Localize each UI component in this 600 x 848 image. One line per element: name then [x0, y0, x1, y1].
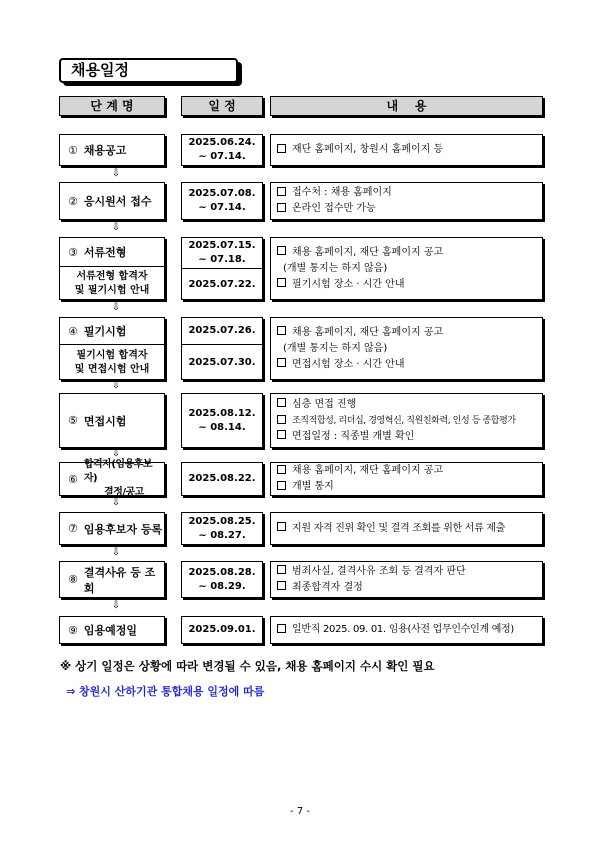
down-arrow-icon: ⇩ — [111, 222, 121, 233]
date-end: ~ 08.27. — [198, 529, 246, 541]
stage-cell — [59, 512, 165, 545]
stage-cell — [59, 393, 165, 448]
checkbox-bullet-icon — [277, 358, 286, 367]
content-item: 범죄사실, 결격사유 조회 등 결격자 판단 — [277, 564, 536, 580]
step-number: ⑥ — [68, 472, 78, 486]
page-title: 채용일정 — [59, 58, 238, 83]
date-cell — [181, 561, 263, 598]
date-start: 2025.06.24. — [188, 137, 256, 148]
content-item: 심층 면접 진행 — [277, 397, 536, 413]
content-item: 온라인 접수만 가능 — [277, 201, 536, 217]
content-item: 일반직 2025. 09. 01. 임용(사전 업무인수인계 예정) — [277, 622, 536, 638]
date-start: 2025.08.12. — [188, 407, 256, 419]
notice-text: ※ 상기 일정은 상황에 따라 변경될 수 있음, 채용 홈페이지 수시 확인 필요 — [60, 659, 435, 673]
stage-name-line2: 결정/공고 — [104, 487, 144, 498]
schedule-reference-link[interactable]: ⇒ 창원시 산하기관 통합채용 일정에 따름 — [66, 685, 265, 698]
date-cell — [181, 512, 263, 545]
content-cell — [270, 462, 543, 496]
down-arrow-icon: ⇩ — [111, 497, 121, 508]
content-note: (개별 통지는 하지 않음) — [283, 342, 388, 354]
down-arrow-icon: ⇩ — [111, 547, 121, 558]
content-item: 최종합격자 결정 — [277, 580, 536, 596]
step-number: ⑧ — [68, 573, 78, 586]
date-end: ~ 07.18. — [198, 254, 246, 265]
stage-name: 필기시험 — [83, 325, 127, 338]
content-cell — [270, 561, 543, 598]
stage-name: 응시원서 접수 — [83, 195, 152, 208]
stage-name: 서류전형 — [83, 246, 127, 259]
checkbox-bullet-icon — [277, 581, 286, 590]
content-item: 개별 통지 — [277, 479, 536, 495]
checkbox-bullet-icon — [277, 465, 286, 474]
content-cell — [270, 393, 543, 448]
date-start: 2025.07.08. — [188, 188, 256, 199]
stage-name: 면접시험 — [83, 414, 127, 428]
step-number: ⑨ — [68, 623, 78, 637]
date-start: 2025.09.01. — [188, 624, 256, 635]
stage-cell — [59, 561, 165, 598]
content-note: (개별 통지는 하지 않음) — [283, 262, 388, 274]
date-start: 2025.08.22. — [188, 473, 256, 484]
sub-stage: 서류전형 합격자 및 필기시험 안내 — [60, 266, 164, 300]
step-number: ② — [68, 194, 78, 208]
date-end: ~ 07.14. — [198, 151, 246, 162]
date-start: 2025.07.15. — [188, 240, 256, 251]
date-cell — [181, 237, 263, 300]
date-start: 2025.07.26. — [188, 325, 256, 336]
checkbox-bullet-icon — [277, 203, 286, 212]
sub-stage: 필기시험 합격자 및 면접시험 안내 — [60, 344, 164, 380]
checkbox-bullet-icon — [277, 522, 286, 531]
header-date: 일 정 — [181, 96, 263, 116]
content-item: 채용 홈페이지, 재단 홈페이지 공고 — [277, 463, 536, 479]
down-arrow-icon: ⇩ — [111, 380, 121, 391]
content-item: 면접시험 장소 · 시간 안내 — [277, 357, 536, 373]
down-arrow-icon: ⇩ — [111, 600, 121, 611]
checkbox-bullet-icon — [277, 624, 286, 633]
checkbox-bullet-icon — [277, 565, 286, 574]
sub-date: 2025.07.22. — [188, 278, 256, 290]
content-item: 필기시험 장소 · 시간 안내 — [277, 277, 536, 293]
date-end: ~ 07.14. — [198, 202, 246, 213]
checkbox-bullet-icon — [277, 187, 286, 196]
date-cell — [181, 134, 263, 166]
page-number: - 7 - — [290, 806, 310, 817]
checkbox-bullet-icon — [277, 246, 286, 255]
date-cell — [181, 616, 263, 644]
stage-cell — [59, 616, 165, 644]
step-number: ④ — [68, 324, 78, 338]
checkbox-bullet-icon — [277, 415, 286, 424]
date-cell — [181, 462, 263, 496]
content-item: 조직적합성, 리더십, 경영혁신, 직원친화력, 인성 등 종합평가 — [277, 413, 536, 429]
date-cell — [181, 317, 263, 380]
date-cell — [181, 393, 263, 448]
checkbox-bullet-icon — [277, 326, 286, 335]
step-number: ⑦ — [68, 522, 78, 535]
header-stage: 단 계 명 — [59, 96, 165, 116]
stage-name: 결격사유 등 조회 — [83, 565, 156, 595]
sub-date: 2025.07.30. — [188, 356, 256, 368]
stage-cell — [59, 317, 165, 380]
content-cell — [270, 237, 543, 300]
date-start: 2025.08.25. — [188, 515, 256, 527]
down-arrow-icon: ⇩ — [111, 168, 121, 179]
content-item: 접수처 : 채용 홈페이지 — [277, 185, 536, 201]
checkbox-bullet-icon — [277, 430, 286, 439]
date-start: 2025.08.28. — [188, 566, 256, 578]
content-cell — [270, 616, 543, 644]
date-end: ~ 08.29. — [198, 580, 246, 592]
down-arrow-icon: ⇩ — [111, 448, 121, 459]
stage-name: 임용예정일 — [83, 624, 138, 637]
checkbox-bullet-icon — [277, 144, 286, 153]
down-arrow-icon: ⇩ — [111, 302, 121, 313]
date-cell — [181, 182, 263, 220]
stage-cell — [59, 134, 165, 166]
stage-cell — [59, 182, 165, 220]
content-item: 지원 자격 진위 확인 및 결격 조회를 위한 서류 제출 — [277, 521, 536, 537]
stage-name: 채용공고 — [83, 144, 127, 157]
stage-cell — [59, 459, 165, 498]
step-number: ⑤ — [68, 414, 78, 427]
checkbox-bullet-icon — [277, 481, 286, 490]
content-item: 채용 홈페이지, 재단 홈페이지 공고 — [277, 245, 536, 261]
stage-cell — [59, 237, 165, 300]
content-item: 재단 홈페이지, 창원시 홈페이지 등 — [277, 142, 536, 158]
content-item: 면접일정 : 직종별 개별 확인 — [277, 429, 536, 445]
date-end: ~ 08.14. — [198, 421, 246, 433]
content-cell — [270, 182, 543, 220]
content-cell — [270, 512, 543, 545]
checkbox-bullet-icon — [277, 278, 286, 287]
stage-name: 임용후보자 등록 — [83, 522, 163, 536]
content-cell — [270, 134, 543, 166]
content-cell — [270, 317, 543, 380]
step-number: ③ — [68, 245, 78, 259]
checkbox-bullet-icon — [277, 398, 286, 407]
header-content: 내 용 — [270, 96, 543, 116]
content-item: 채용 홈페이지, 재단 홈페이지 공고 — [277, 325, 536, 341]
stage-name: 합격자(임용후보자) — [83, 459, 153, 484]
step-number: ① — [68, 143, 78, 157]
